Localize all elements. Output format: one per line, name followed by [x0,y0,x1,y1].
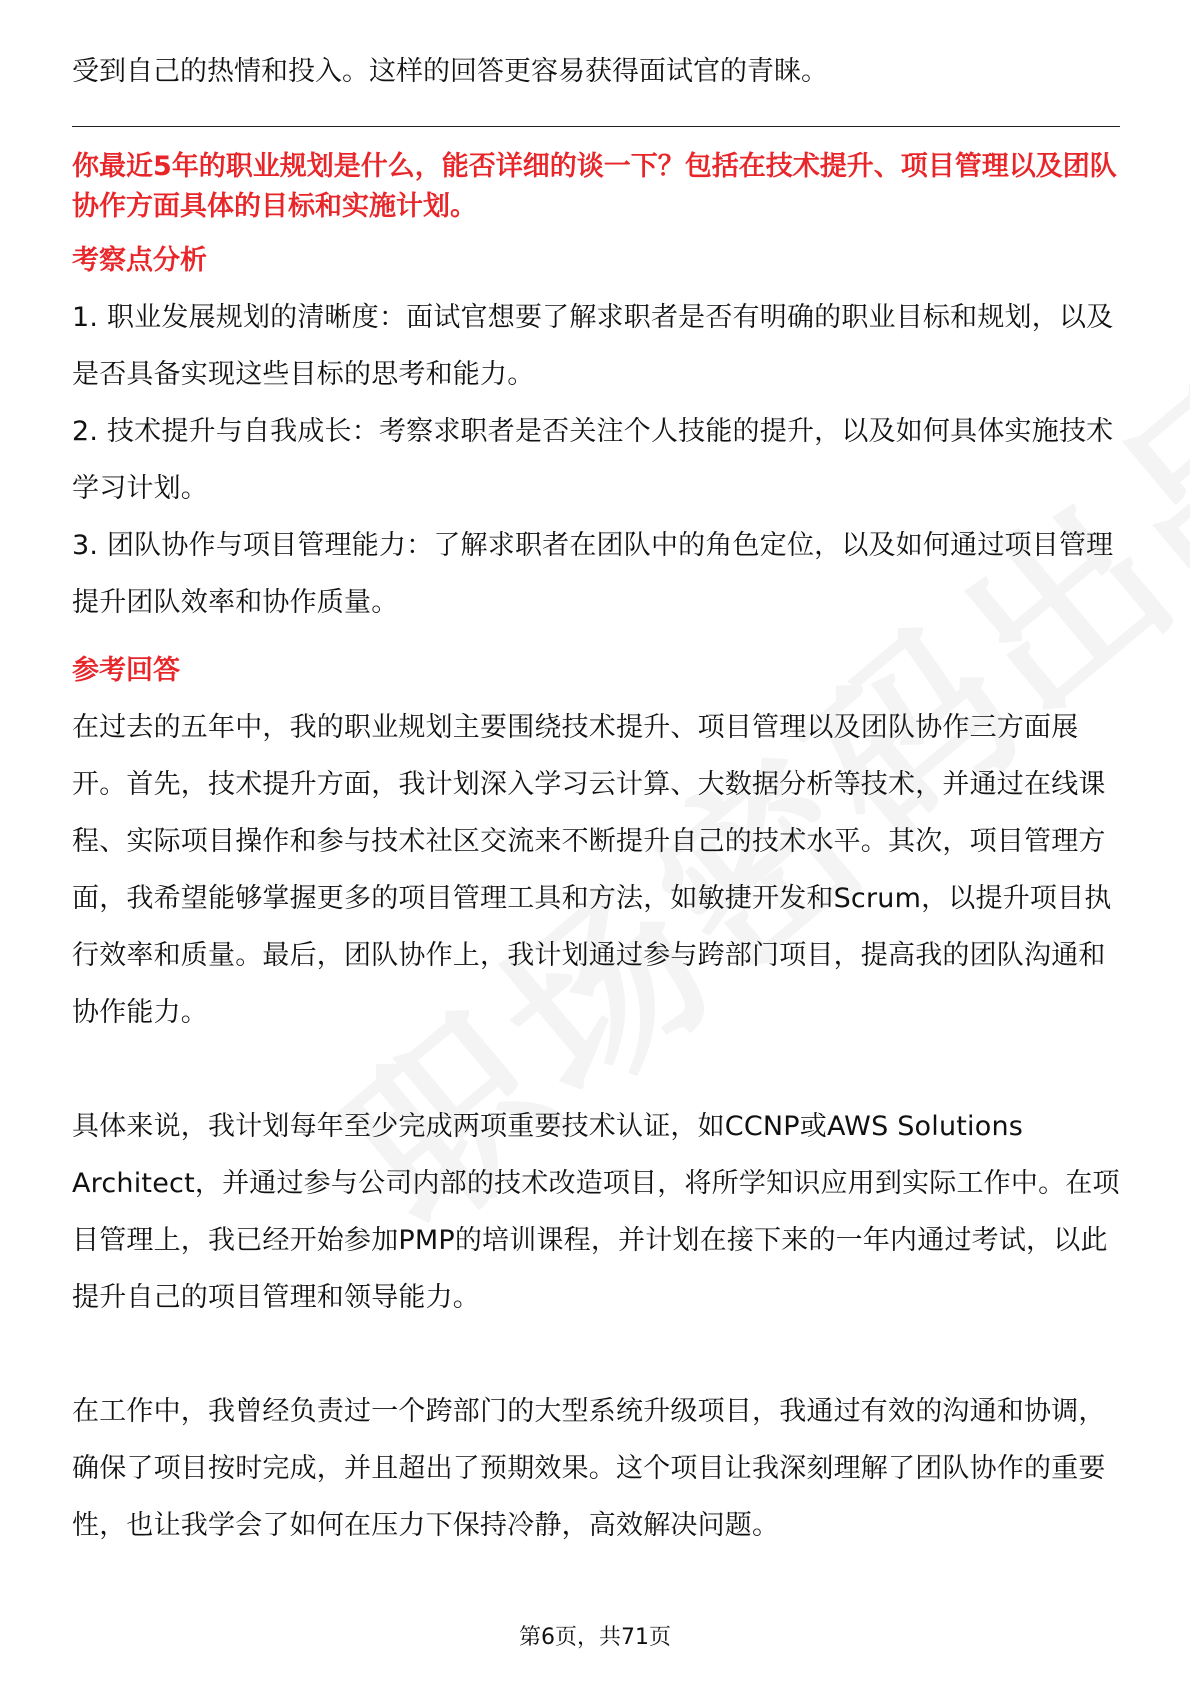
spacer [72,631,1120,649]
analysis-item: 3. 团队协作与项目管理能力：了解求职者在团队中的角色定位，以及如何通过项目管理提升团队效率和协作质量。 [72,530,1114,618]
answer-paragraph: 在工作中，我曾经负责过一个跨部门的大型系统升级项目，我通过有效的沟通和协调，确保了项目按时完成，并且超出了预期效果。这个项目让我深刻理解了团队协作的重要性，也让我学会了如何在压力下保持冷静，高效解决问题。 [72,1396,1106,1541]
interview-question: 你最近5年的职业规划是什么，能否详细的谈一下？包括在技术提升、项目管理以及团队协作方面具体的目标和实施计划。 [72,151,1117,222]
analysis-item: 2. 技术提升与自我成长：考察求职者是否关注个人技能的提升，以及如何具体实施技术学习计划。 [72,416,1114,504]
page-number: 第6页，共71页 [519,1625,671,1650]
answer-heading: 参考回答 [72,655,180,686]
analysis-item: 1. 职业发展规划的清晰度：面试官想要了解求职者是否有明确的职业目标和规划，以及是否具备实现这些目标的思考和能力。 [72,302,1114,390]
continued-text: 受到自己的热情和投入。这样的回答更容易获得面试官的青睐。 [72,56,828,87]
page-content [72,44,1120,1554]
answer-paragraph: 在过去的五年中，我的职业规划主要围绕技术提升、项目管理以及团队协作三方面展开。首先，技术提升方面，我计划深入学习云计算、大数据分析等技术，并通过在线课程、实际项目操作和参与技术社区交流来不断提升自己的技术水平。其次，项目管理方面，我希望能够掌握更多的项目管理工具和方法，如敏捷开发和Scrum，以提升项目执行效率和质量。最后，团队协作上，我计划通过参与跨部门项目，提高我的团队沟通和协作能力。 [72,712,1112,1028]
spacer [72,1041,1120,1098]
answer-paragraph: 具体来说，我计划每年至少完成两项重要技术认证，如CCNP或AWS Solutions Architect，并通过参与公司内部的技术改造项目，将所学知识应用到实际工作中。在项目管理上，我已经开始参加PMP的培训课程，并计划在接下来的一年内通过考试，以此提升自己的项目管理和领导能力。 [72,1111,1120,1313]
section-divider [72,126,1120,127]
spacer [72,1326,1120,1383]
analysis-heading: 考察点分析 [72,245,207,276]
